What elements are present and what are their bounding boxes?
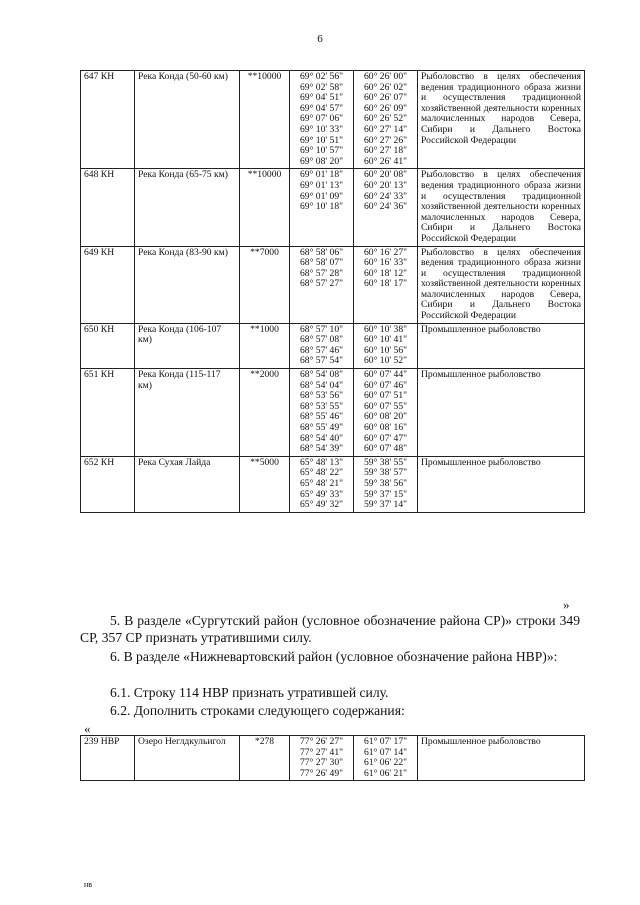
purpose-text: Рыболовство в целях обеспечения ведения традиционного образа жизни и осуществления традиционной хозяйственной деятельности коренных малочисленных народов Севера, Сибири и Дальнего Востока Российской Федерации <box>421 169 581 244</box>
longitude-value: 60° 10' 41" <box>363 334 408 346</box>
longitude-value: 60° 07' 55" <box>363 400 408 412</box>
longitude-value: 59° 38' 57" <box>363 467 408 479</box>
latitude-value: 77° 26' 27" <box>299 736 344 747</box>
row-purpose <box>418 246 585 323</box>
latitude-value: 69° 04' 51" <box>299 92 344 104</box>
row-code: 648 КН <box>81 169 135 246</box>
added-rows-table-body <box>81 736 585 781</box>
longitude-value: 59° 38' 56" <box>363 477 408 489</box>
longitude-value: 60° 08' 20" <box>363 411 408 423</box>
row-code: 647 КН <box>81 71 135 169</box>
row-longitude-list <box>354 169 418 246</box>
page-number: 6 <box>317 33 323 45</box>
longitude-value: 61° 07' 14" <box>363 746 408 758</box>
latitude-value: 68° 58' 06" <box>299 246 344 258</box>
row-latitude-list <box>290 246 354 323</box>
longitude-value: 60° 10' 56" <box>363 344 408 356</box>
row-area: *278 <box>240 736 290 781</box>
row-longitude-list <box>354 369 418 457</box>
row-name: Река Конда (115-117 км) <box>135 369 240 457</box>
latitude-value: 68° 55' 49" <box>299 422 344 433</box>
longitude-value: 60° 18' 12" <box>363 267 408 279</box>
longitude-value: 60° 07' 44" <box>363 369 408 381</box>
latitude-value: 69° 10' 51" <box>299 134 344 146</box>
row-longitude-list <box>354 456 418 512</box>
paragraph-5: 5. В разделе «Сургутский район (условное обозначение района СР)» строки 349 СР, 357 СР признать утратившими силу. <box>80 613 580 645</box>
row-area: **2000 <box>240 369 290 457</box>
row-code: 652 КН <box>81 456 135 512</box>
purpose-text: Промышленное рыболовство <box>421 369 541 381</box>
row-code: 239 НВР <box>81 736 135 781</box>
row-latitude-list <box>290 369 354 457</box>
row-latitude-list <box>290 456 354 512</box>
row-latitude-list <box>290 169 354 246</box>
longitude-value: 60° 26' 02" <box>363 81 408 93</box>
longitude-value: 60° 26' 41" <box>363 155 408 167</box>
purpose-text: Промышленное рыболовство <box>421 456 541 468</box>
longitude-value: 60° 08' 16" <box>363 422 408 433</box>
row-longitude-list <box>354 736 418 781</box>
longitude-value: 59° 37' 14" <box>363 499 408 511</box>
longitude-value: 60° 26' 09" <box>363 102 408 114</box>
closing-quote: » <box>563 597 570 612</box>
latitude-value: 65° 48' 22" <box>299 467 344 479</box>
longitude-value: 60° 16' 27" <box>363 246 408 258</box>
latitude-value: 68° 53' 56" <box>299 390 344 402</box>
latitude-value: 68° 58' 07" <box>299 257 344 269</box>
row-purpose <box>418 456 585 512</box>
row-area: **10000 <box>240 169 290 246</box>
row-latitude-list <box>290 71 354 169</box>
row-purpose <box>418 369 585 457</box>
latitude-value: 68° 57' 54" <box>299 355 344 367</box>
purpose-text: Промышленное рыболовство <box>421 736 541 747</box>
row-purpose <box>418 169 585 246</box>
longitude-value: 60° 24' 33" <box>363 190 408 202</box>
latitude-value: 69° 10' 33" <box>299 123 344 135</box>
longitude-value: 60° 27' 26" <box>363 134 408 146</box>
latitude-value: 68° 57' 27" <box>299 278 344 290</box>
row-purpose <box>418 323 585 368</box>
fishing-areas-table-body <box>81 71 585 513</box>
longitude-value: 59° 38' 55" <box>363 456 408 468</box>
latitude-value: 65° 48' 13" <box>299 456 344 468</box>
latitude-value: 68° 57' 28" <box>299 267 344 279</box>
latitude-value: 68° 54' 40" <box>299 432 344 444</box>
latitude-value: 68° 54' 39" <box>299 443 344 455</box>
paragraph-6: 6. В разделе «Нижневартовский район (условное обозначение района НВР)»: <box>110 649 558 664</box>
row-purpose <box>418 736 585 781</box>
longitude-value: 60° 27' 14" <box>363 123 408 135</box>
latitude-value: 68° 54' 04" <box>299 379 344 391</box>
longitude-value: 60° 10' 52" <box>363 355 408 367</box>
footer-mark: нв <box>84 880 93 889</box>
latitude-value: 68° 57' 08" <box>299 334 344 346</box>
purpose-text: Рыболовство в целях обеспечения ведения традиционного образа жизни и осуществления традиционной хозяйственной деятельности коренных малочисленных народов Севера, Сибири и Дальнего Востока Российской Федерации <box>421 246 581 322</box>
paragraph-6-2: 6.2. Дополнить строками следующего содержания: <box>110 703 405 718</box>
longitude-value: 60° 16' 33" <box>363 257 408 269</box>
row-longitude-list <box>354 71 418 169</box>
latitude-value: 68° 53' 55" <box>299 400 344 412</box>
table-row <box>81 246 585 323</box>
longitude-value: 60° 24' 36" <box>363 201 408 213</box>
longitude-value: 60° 26' 52" <box>363 113 408 125</box>
row-longitude-list <box>354 246 418 323</box>
table-row <box>81 736 585 781</box>
longitude-value: 61° 07' 17" <box>363 736 408 747</box>
latitude-value: 69° 08' 20" <box>299 155 344 167</box>
latitude-value: 77° 27' 30" <box>299 757 344 769</box>
row-name: Река Конда (106-107 км) <box>135 323 240 368</box>
longitude-value: 60° 26' 07" <box>363 92 408 104</box>
purpose-text: Рыболовство в целях обеспечения ведения традиционного образа жизни и осуществления традиционной хозяйственной деятельности коренных малочисленных народов Севера, Сибири и Дальнего Востока Российской Федерации <box>421 71 581 146</box>
table-row <box>81 323 585 368</box>
latitude-value: 77° 27' 41" <box>299 746 344 758</box>
longitude-value: 59° 37' 15" <box>363 488 408 500</box>
latitude-value: 68° 57' 10" <box>299 323 344 335</box>
row-name: Река Сухая Лайда <box>135 456 240 512</box>
table-row <box>81 169 585 246</box>
longitude-value: 60° 20' 13" <box>363 179 408 191</box>
latitude-value: 69° 01' 18" <box>299 169 344 181</box>
longitude-value: 60° 20' 08" <box>363 169 408 181</box>
table-row <box>81 456 585 512</box>
latitude-value: 77° 26' 49" <box>299 767 344 779</box>
added-rows-table <box>80 735 585 781</box>
row-area: **10000 <box>240 71 290 169</box>
latitude-value: 68° 55' 46" <box>299 411 344 423</box>
row-code: 651 КН <box>81 369 135 457</box>
latitude-value: 65° 48' 21" <box>299 477 344 489</box>
latitude-value: 69° 04' 57" <box>299 102 344 114</box>
longitude-value: 61° 06' 21" <box>363 767 408 779</box>
latitude-value: 68° 57' 46" <box>299 344 344 356</box>
latitude-value: 65° 49' 33" <box>299 488 344 500</box>
longitude-value: 60° 27' 18" <box>363 145 408 157</box>
latitude-value: 69° 07' 06" <box>299 113 344 125</box>
latitude-value: 69° 10' 57" <box>299 145 344 157</box>
row-name: Озеро Неглдкульигол <box>135 736 240 781</box>
latitude-value: 69° 01' 13" <box>299 179 344 191</box>
longitude-value: 60° 10' 38" <box>363 323 408 335</box>
fishing-areas-table <box>80 70 585 513</box>
row-longitude-list <box>354 323 418 368</box>
latitude-value: 69° 02' 58" <box>299 81 344 93</box>
longitude-value: 60° 07' 46" <box>363 379 408 391</box>
row-latitude-list <box>290 323 354 368</box>
row-name: Река Конда (50-60 км) <box>135 71 240 169</box>
longitude-value: 61° 06' 22" <box>363 757 408 769</box>
longitude-value: 60° 26' 00" <box>363 71 408 82</box>
row-area: **5000 <box>240 456 290 512</box>
longitude-value: 60° 07' 51" <box>363 390 408 402</box>
row-area: **7000 <box>240 246 290 323</box>
table-row <box>81 71 585 169</box>
row-latitude-list <box>290 736 354 781</box>
longitude-value: 60° 07' 47" <box>363 432 408 444</box>
opening-quote: « <box>84 721 91 736</box>
latitude-value: 68° 54' 08" <box>299 369 344 381</box>
longitude-value: 60° 18' 17" <box>363 278 408 290</box>
table-row <box>81 369 585 457</box>
row-name: Река Конда (65-75 км) <box>135 169 240 246</box>
row-code: 650 КН <box>81 323 135 368</box>
row-code: 649 КН <box>81 246 135 323</box>
longitude-value: 60° 07' 48" <box>363 443 408 455</box>
paragraph-6-1: 6.1. Строку 114 НВР признать утратившей силу. <box>110 685 389 700</box>
row-purpose <box>418 71 585 169</box>
latitude-value: 69° 02' 56" <box>299 71 344 82</box>
latitude-value: 65° 49' 32" <box>299 499 344 511</box>
row-name: Река Конда (83-90 км) <box>135 246 240 323</box>
latitude-value: 69° 01' 09" <box>299 190 344 202</box>
latitude-value: 69° 10' 18" <box>299 201 344 213</box>
row-area: **1000 <box>240 323 290 368</box>
purpose-text: Промышленное рыболовство <box>421 323 541 335</box>
